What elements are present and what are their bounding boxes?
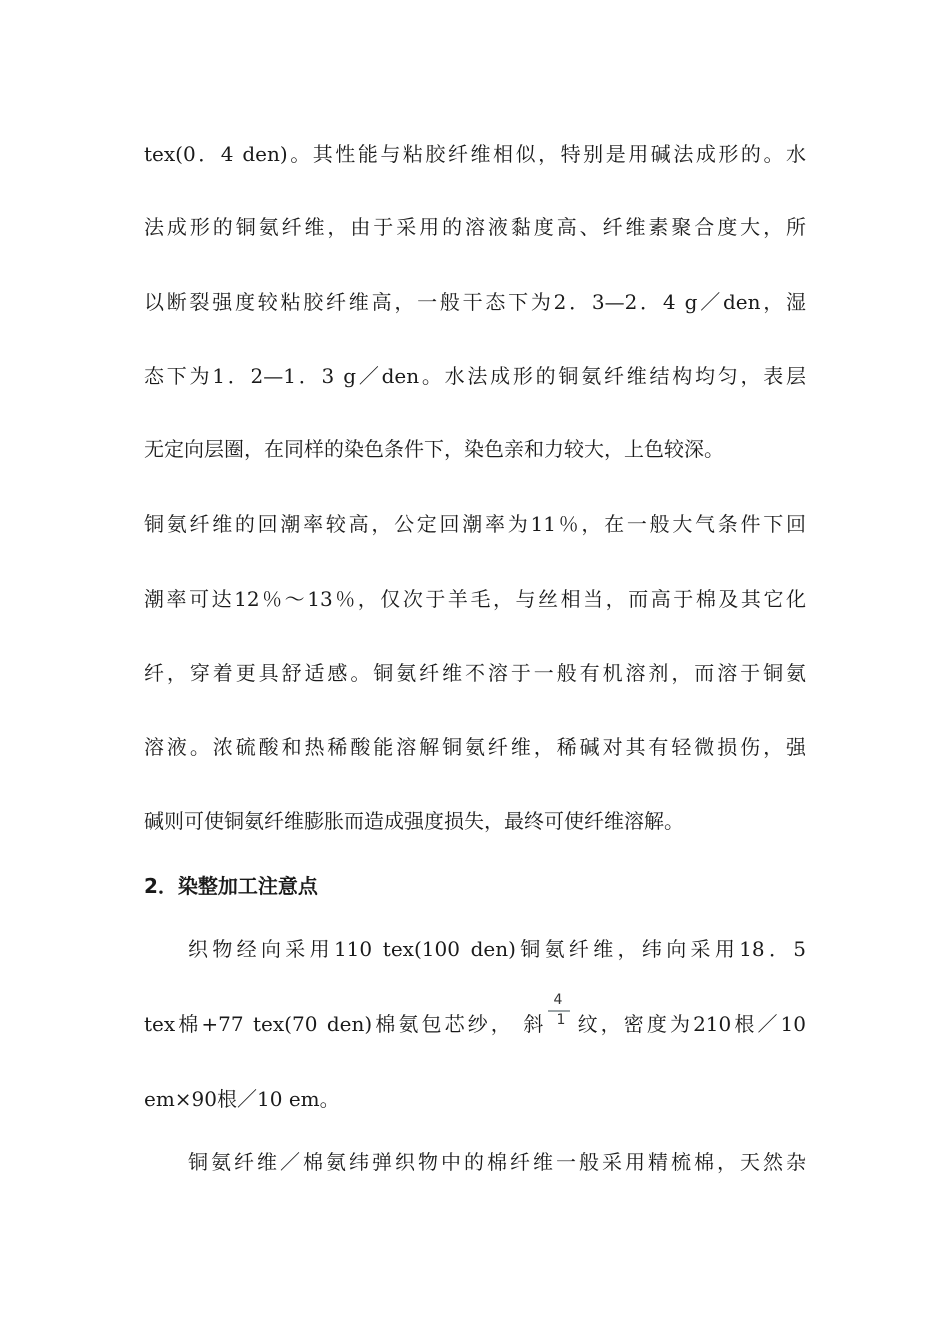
fraction-numerator: 4 bbox=[553, 992, 563, 1008]
paragraph-3-line-3: em×90根／10 em。 bbox=[144, 1087, 340, 1111]
paragraph-1-line-3: 以断裂强度较粘胶纤维高，一般干态下为2．3—2．4 g／den，湿 bbox=[144, 290, 806, 314]
paragraph-2-line-1: 铜氨纤维的回潮率较高，公定回潮率为11％，在一般大气条件下回 bbox=[144, 512, 806, 536]
paragraph-4-line-1: 铜氨纤维／棉氨纬弹织物中的棉纤维一般采用精梳棉，天然杂 bbox=[188, 1150, 806, 1174]
paragraph-2-line-5: 碱则可使铜氨纤维膨胀而造成强度损失，最终可使纤维溶解。 bbox=[144, 809, 684, 833]
paragraph-3-line-2 bbox=[144, 992, 806, 1037]
paragraph-1-line-2: 法成形的铜氨纤维，由于采用的溶液黏度高、纤维素聚合度大，所 bbox=[144, 215, 806, 239]
section-heading: 2．染整加工注意点 bbox=[144, 874, 318, 898]
paragraph-3-line-2-text-after: 纹，密度为210根／10 bbox=[574, 1012, 806, 1036]
fraction-denominator: 1 bbox=[556, 1012, 566, 1028]
paragraph-1-line-4: 态下为1．2—1．3 g／den。水法成形的铜氨纤维结构均匀，表层 bbox=[144, 364, 806, 388]
paragraph-3-line-1: 织物经向采用110 tex(100 den)铜氨纤维，纬向采用18．5 bbox=[188, 937, 806, 961]
paragraph-2-line-4: 溶液。浓硫酸和热稀酸能溶解铜氨纤维，稀碱对其有轻微损伤，强 bbox=[144, 735, 806, 759]
paragraph-1-line-1: tex(0．4 den)。其性能与粘胶纤维相似，特别是用碱法成形的。水 bbox=[144, 142, 806, 166]
paragraph-3-line-2-text-before: tex棉+77 tex(70 den)棉氨包芯纱， 斜 bbox=[144, 1012, 547, 1036]
paragraph-1-line-5: 无定向层圈，在同样的染色条件下，染色亲和力较大，上色较深。 bbox=[144, 437, 724, 461]
twill-ratio-fraction bbox=[546, 992, 572, 1035]
paragraph-2-line-3: 纤，穿着更具舒适感。铜氨纤维不溶于一般有机溶剂，而溶于铜氨 bbox=[144, 661, 806, 685]
paragraph-2-line-2: 潮率可达12％～13％，仅次于羊毛，与丝相当，而高于棉及其它化 bbox=[144, 587, 806, 611]
